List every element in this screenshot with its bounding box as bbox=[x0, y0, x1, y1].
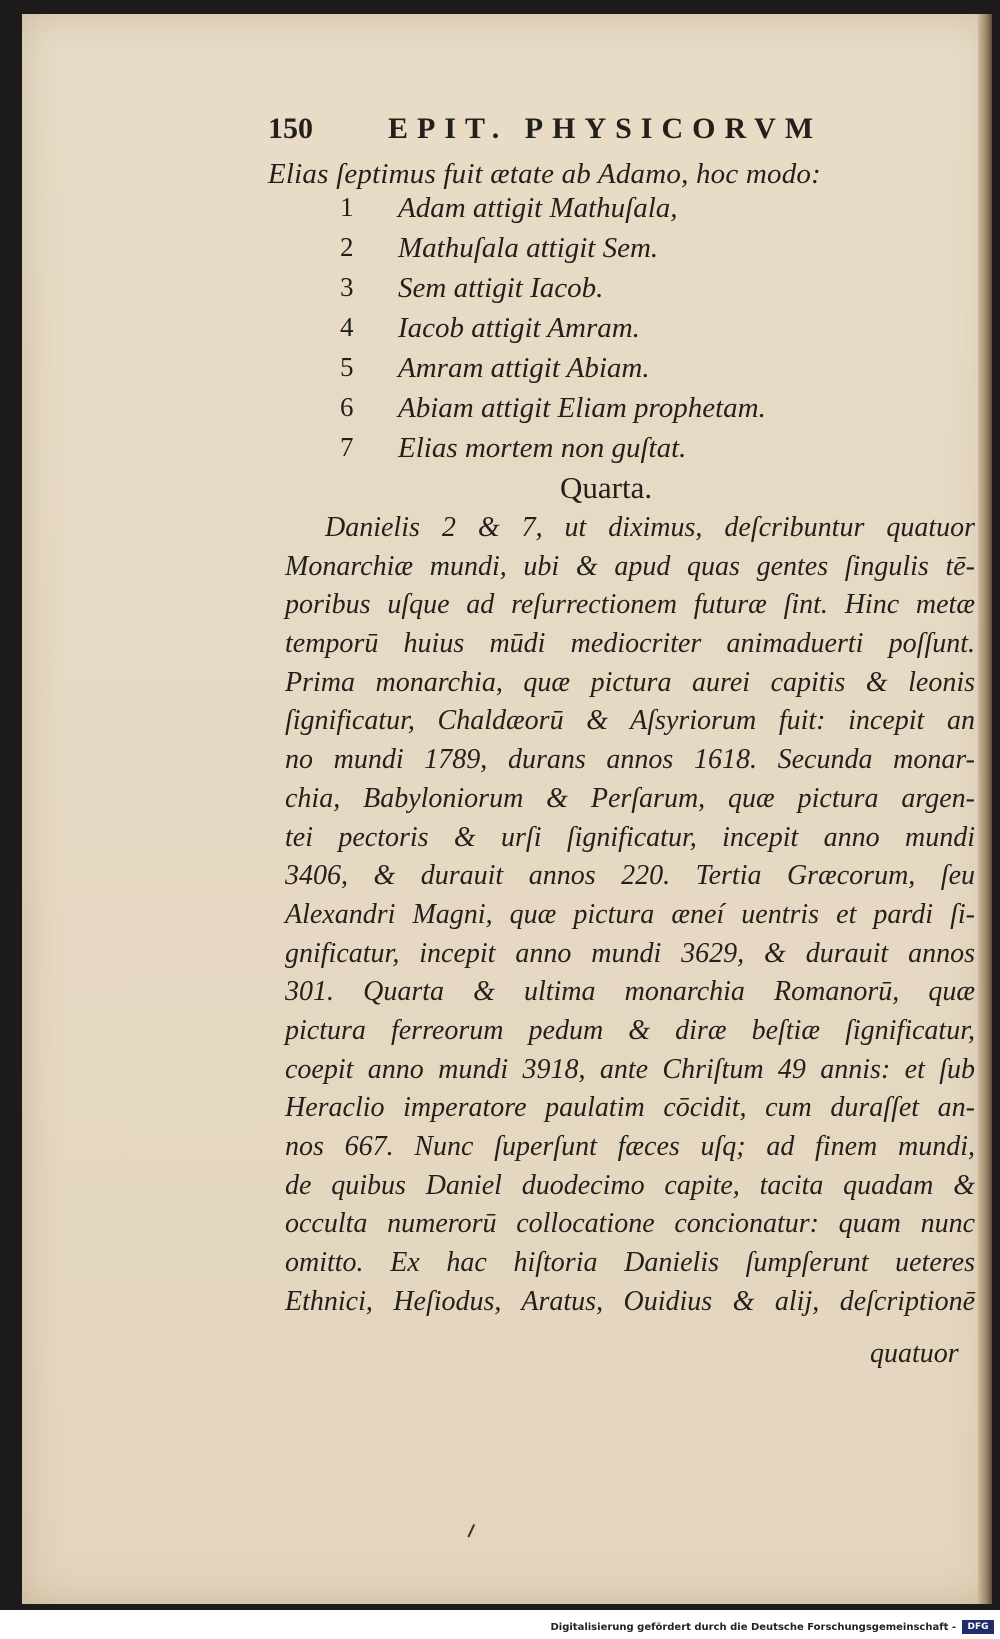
paragraph-line: temporū huius mūdi mediocriter animaduerti poſſunt. bbox=[285, 628, 975, 660]
paragraph-line: de quibus Daniel duodecimo capite, tacita quadam & bbox=[285, 1169, 975, 1201]
intro-line: Elias ſeptimus fuit ætate ab Adamo, hoc modo: bbox=[268, 158, 821, 190]
list-number: 5 bbox=[340, 352, 354, 382]
paragraph-line: Ethnici, Heſiodus, Aratus, Ouidius & alij, deſcriptionē bbox=[285, 1285, 975, 1317]
paragraph-line: Alexandri Magni, quæ pictura æneí uentris et pardi ſi- bbox=[285, 898, 975, 930]
paragraph-line: 3406, & durauit annos 220. Tertia Græcorum, ſeu bbox=[285, 860, 975, 892]
list-text: Elias mortem non guſtat. bbox=[398, 432, 687, 464]
paragraph-line: ſignificatur, Chaldæorū & Aſsyriorum fuit: incepit an bbox=[285, 705, 975, 737]
paragraph-line: Heraclio imperatore paulatim cōcidit, cum duraſſet an- bbox=[285, 1092, 975, 1124]
paragraph-line: Danielis 2 & 7, ut diximus, deſcribuntur quatuor bbox=[325, 512, 975, 543]
list-text: Mathuſala attigit Sem. bbox=[398, 232, 659, 264]
list-number: 1 bbox=[340, 192, 354, 222]
list-number: 2 bbox=[340, 232, 354, 262]
paragraph-line: gnificatur, incepit anno mundi 3629, & durauit annos bbox=[285, 937, 975, 969]
list-number: 3 bbox=[340, 272, 354, 302]
paragraph-line: tei pectoris & urſi ſignificatur, incepit anno mundi bbox=[285, 821, 975, 853]
paragraph-line: poribus uſque ad reſurrectionem futuræ ſint. Hinc metæ bbox=[285, 589, 975, 621]
catchword: quatuor bbox=[870, 1338, 959, 1369]
paragraph-line: occulta numerorū collocatione concionatur: quam nunc bbox=[285, 1208, 975, 1240]
dfg-logo: DFG bbox=[962, 1620, 994, 1634]
paragraph-line: Prima monarchia, quæ pictura aurei capitis & leonis bbox=[285, 666, 975, 698]
page-number: 150 bbox=[268, 112, 313, 145]
list-text: Sem attigit Iacob. bbox=[398, 272, 604, 304]
list-text: Abiam attigit Eliam prophetam. bbox=[398, 392, 766, 424]
paragraph-line: nos 667. Nunc ſuperſunt fæces uſq; ad finem mundi, bbox=[285, 1131, 975, 1162]
list-number: 6 bbox=[340, 392, 354, 422]
body-paragraph bbox=[285, 512, 975, 1324]
digitization-credit: Digitalisierung gefördert durch die Deutsche Forschungsgemeinschaft - bbox=[550, 1622, 956, 1633]
section-title: Quarta. bbox=[560, 470, 653, 505]
paragraph-line: coepit anno mundi 3918, ante Chriſtum 49 annis: et ſub bbox=[285, 1053, 975, 1085]
page-edge bbox=[978, 14, 992, 1604]
list-text: Adam attigit Mathuſala, bbox=[398, 192, 678, 224]
list-text: Iacob attigit Amram. bbox=[398, 312, 640, 344]
paragraph-line: chia, Babyloniorum & Perſarum, quæ pictura argen- bbox=[285, 782, 975, 814]
paragraph-line: Monarchiæ mundi, ubi & apud quas gentes ſingulis tē- bbox=[285, 550, 975, 582]
running-title: EPIT. PHYSICORVM bbox=[388, 112, 823, 145]
list-text: Amram attigit Abiam. bbox=[398, 352, 650, 384]
paragraph-line: no mundi 1789, durans annos 1618. Secunda monar- bbox=[285, 744, 975, 776]
list-number: 4 bbox=[340, 312, 354, 342]
paragraph-line: omitto. Ex hac hiſtoria Danielis ſumpſerunt ueteres bbox=[285, 1247, 975, 1279]
paragraph-line: 301. Quarta & ultima monarchia Romanorū, quæ bbox=[285, 976, 975, 1008]
list-number: 7 bbox=[340, 432, 354, 462]
paragraph-line: pictura ferreorum pedum & diræ beſtiæ ſignificatur, bbox=[285, 1014, 975, 1046]
